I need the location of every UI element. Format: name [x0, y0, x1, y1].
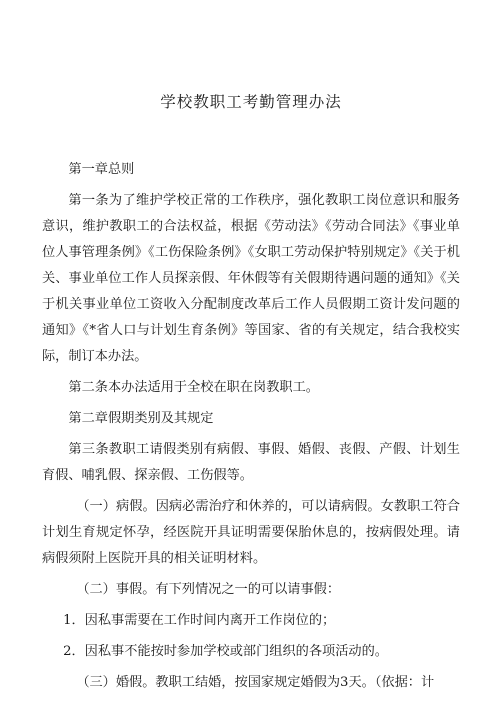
chapter-heading: 第二章假期类别及其规定 [68, 411, 214, 426]
article-paragraph: 第二条本办法适用于全校在职在岗教职工。 [68, 380, 319, 395]
document-title: 学校教职工考勤管理办法 [160, 93, 342, 111]
chapter-heading: 第一章总则 [68, 162, 135, 177]
clause-paragraph: （三）婚假。教职工结婚，按国家规定婚假为3天。（依据：计 [76, 675, 435, 690]
article-paragraph: 第一条为了维护学校正常的工作秩序，强化教职工岗位意识和服务意识，维护教职工的合法权益，根据《劳动法》《劳动合同法》《事业单位人事管理条例》《工伤保险条例》《女职工劳动保护特别规定》《关于机关、事业单位工作人员探亲假、年休假等有关假期待遇问题的通知》《关于机关事业单位工资收入分配制度改革后工作人员假期工资计发问题的通知》《*省人口与计划生育条例》等国家、省的有关规定，结合我校实际，制订本办法。 [42, 193, 460, 364]
article-paragraph: 第三条教职工请假类别有病假、事假、婚假、丧假、产假、计划生育假、哺乳假、探亲假、工伤假等。 [42, 442, 460, 483]
numbered-item: 2．因私事不能按时参加学校或部门组织的各项活动的。 [63, 644, 388, 659]
clause-paragraph: （一）病假。因病必需治疗和休养的，可以请病假。女教职工符合计划生育规定怀孕，经医院开具证明需要保胎休息的，按病假处理。请病假须附上医院开具的相关证明材料。 [42, 499, 460, 566]
clause-paragraph: （二）事假。有下列情况之一的可以请事假： [76, 582, 341, 597]
numbered-item: 1．因私事需要在工作时间内离开工作岗位的； [63, 613, 336, 628]
